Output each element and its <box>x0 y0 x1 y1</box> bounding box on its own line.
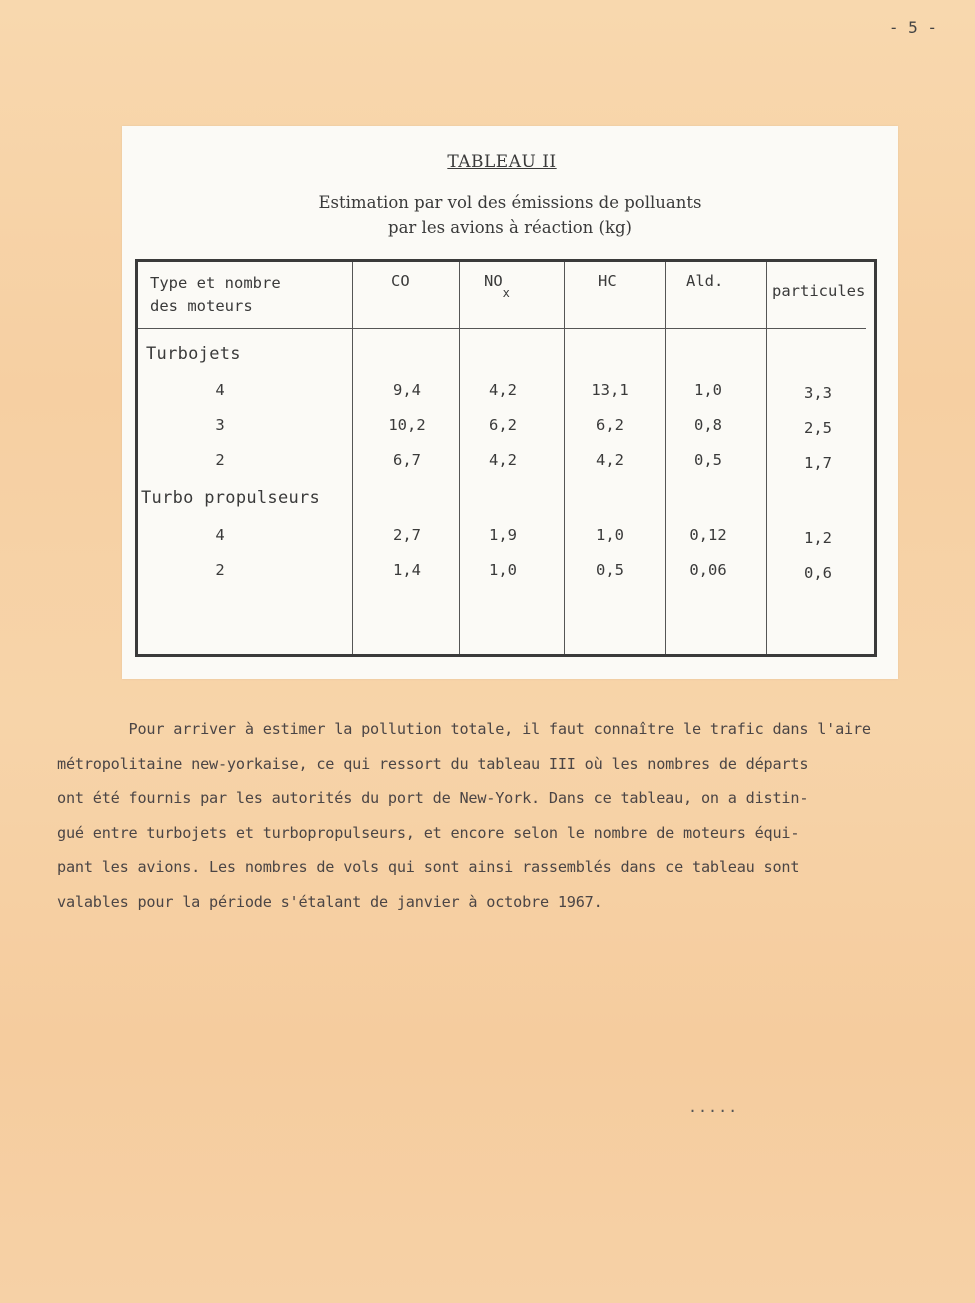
table-subtitle-line2: par les avions à réaction (kg) <box>388 218 632 237</box>
header-type-line2: des moteurs <box>150 297 253 315</box>
cell-nox: 4,2 <box>489 451 517 469</box>
page-number: - 5 - <box>888 18 937 37</box>
group-turbo-propulseurs: Turbo propulseurs <box>141 488 321 508</box>
cell-particules: 0,6 <box>804 564 832 582</box>
cell-engines: 4 <box>215 526 225 544</box>
cell-hc: 13,1 <box>591 381 629 399</box>
paragraph-line: métropolitaine new-yorkaise, ce qui ressort du tableau III où les nombres de départs <box>57 754 809 773</box>
paragraph-line: Pour arriver à estimer la pollution totale, il faut connaître le trafic dans l'aire <box>57 720 871 738</box>
cell-nox: 1,9 <box>489 526 517 544</box>
cell-engines: 2 <box>215 451 225 469</box>
paragraph-line: valables pour la période s'étalant de janvier à octobre 1967. <box>57 892 603 911</box>
paragraph-line: gué entre turbojets et turbopropulseurs, et encore selon le nombre de moteurs équi- <box>57 823 800 842</box>
cell-hc: 1,0 <box>596 526 624 544</box>
cell-co: 10,2 <box>388 416 426 434</box>
header-divider <box>138 328 866 329</box>
header-particules: particules <box>772 282 866 300</box>
cell-nox: 4,2 <box>489 381 517 399</box>
column-divider <box>459 262 460 654</box>
cell-hc: 0,5 <box>596 561 624 579</box>
cell-co: 1,4 <box>393 561 421 579</box>
cell-ald: 0,06 <box>689 561 727 579</box>
emissions-table-card <box>122 126 898 679</box>
cell-engines: 4 <box>215 381 225 399</box>
emissions-table <box>135 259 877 657</box>
table-title: TABLEAU II <box>447 152 557 172</box>
cell-engines: 3 <box>215 416 225 434</box>
cell-hc: 4,2 <box>596 451 624 469</box>
cell-ald: 0,5 <box>694 451 722 469</box>
column-divider <box>665 262 666 654</box>
table-subtitle-line1: Estimation par vol des émissions de polluants <box>318 193 702 212</box>
continuation-dots: ..... <box>688 1098 739 1116</box>
cell-co: 9,4 <box>393 381 421 399</box>
header-type-line1: Type et nombre <box>150 274 281 292</box>
cell-co: 6,7 <box>393 451 421 469</box>
cell-co: 2,7 <box>393 526 421 544</box>
cell-particules: 3,3 <box>804 384 832 402</box>
header-type-engines <box>150 272 281 318</box>
cell-particules: 1,2 <box>804 529 832 547</box>
header-nox-label: NO <box>484 272 503 290</box>
header-nox <box>484 272 510 300</box>
cell-ald: 0,8 <box>694 416 722 434</box>
cell-particules: 1,7 <box>804 454 832 472</box>
paragraph-line: pant les avions. Les nombres de vols qui sont ainsi rassemblés dans ce tableau sont <box>57 858 800 876</box>
cell-ald: 1,0 <box>694 381 722 399</box>
paragraph-line: ont été fournis par les autorités du port de New-York. Dans ce tableau, on a distin- <box>57 789 809 807</box>
cell-nox: 1,0 <box>489 561 517 579</box>
body-paragraph <box>57 712 957 919</box>
cell-ald: 0,12 <box>689 526 727 544</box>
column-divider <box>766 262 767 654</box>
header-nox-subscript: x <box>502 286 510 300</box>
cell-engines: 2 <box>215 561 225 579</box>
header-hc: HC <box>598 272 617 290</box>
cell-hc: 6,2 <box>596 416 624 434</box>
cell-particules: 2,5 <box>804 419 832 437</box>
header-ald: Ald. <box>686 272 724 290</box>
column-divider <box>352 262 353 654</box>
cell-nox: 6,2 <box>489 416 517 434</box>
group-turbojets: Turbojets <box>146 344 241 364</box>
table-subtitle <box>122 190 898 240</box>
column-divider <box>564 262 565 654</box>
header-co: CO <box>391 272 410 290</box>
